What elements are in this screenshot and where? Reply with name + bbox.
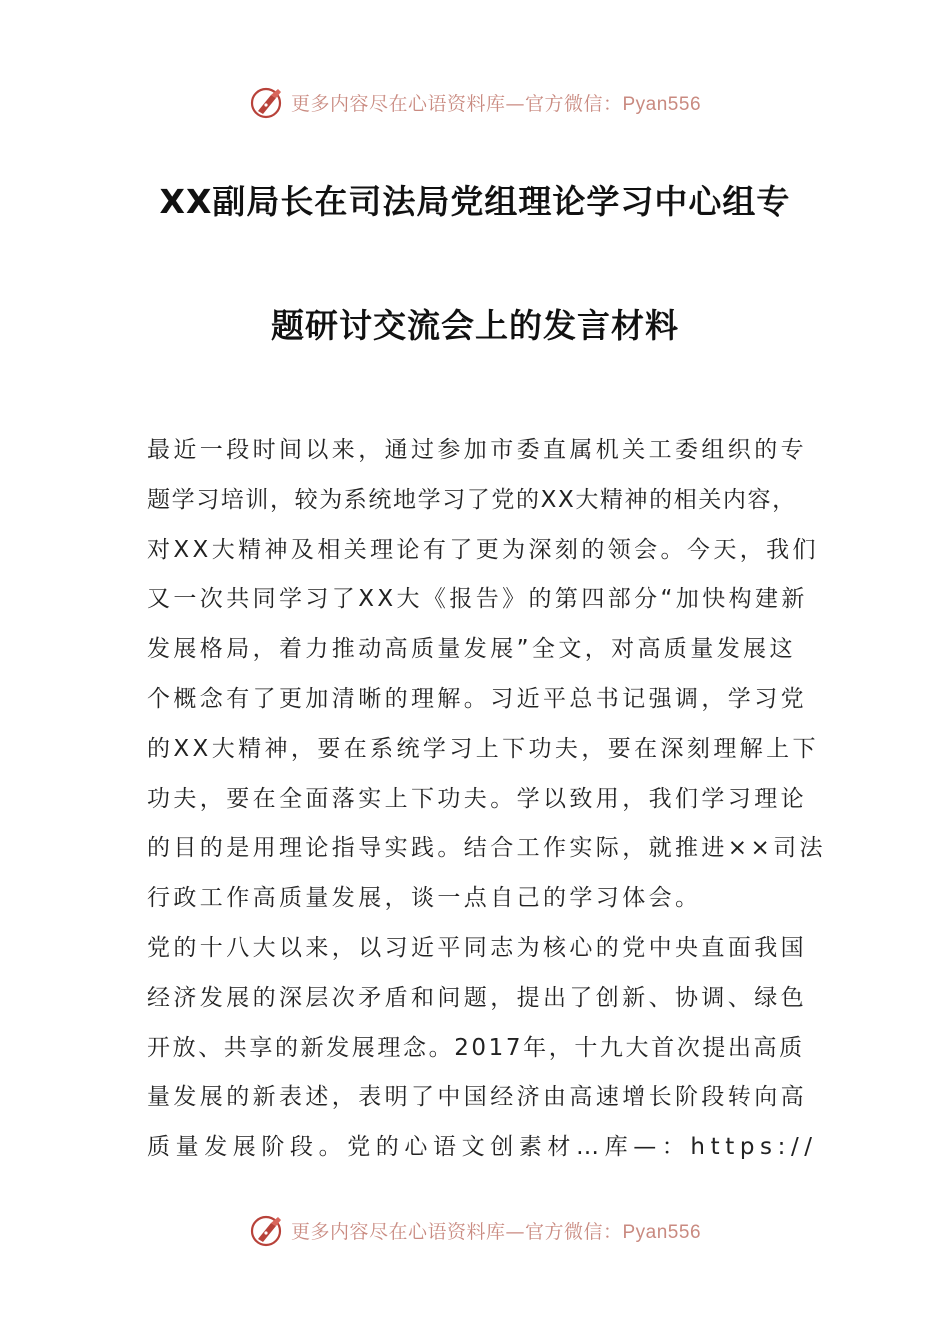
body-line: 经济发展的深层次矛盾和问题，提出了创新、协调、绿色 — [147, 984, 807, 1011]
header-banner — [0, 82, 950, 122]
body-line: 的XX大精神，要在系统学习上下功夫，要在深刻理解上下 — [147, 735, 819, 762]
body-line: 党的十八大以来，以习近平同志为核心的党中央直面我国 — [147, 934, 807, 961]
footer-banner-text — [291, 1217, 701, 1244]
body-line: 又一次共同学习了XX大《报告》的第四部分“加快构建新 — [147, 586, 808, 613]
body-line: 对XX大精神及相关理论有了更为深刻的领会。今天，我们 — [147, 536, 819, 563]
header-wechat-id: Pyan556 — [622, 93, 702, 115]
document-title-line-2: 题研讨交流会上的发言材料 — [271, 306, 679, 345]
body-line: 开放、共享的新发展理念。2017年，十九大首次提出高质 — [147, 1034, 805, 1061]
document-body — [147, 430, 826, 1177]
header-banner-text — [291, 89, 701, 116]
document-title-line-1: XX副局长在司法局党组理论学习中心组专 — [159, 182, 791, 221]
footer-wechat-id: Pyan556 — [622, 1221, 702, 1243]
header-banner-label: 更多内容尽在心语资料库—官方微信： — [290, 92, 623, 115]
body-line: 的目的是用理论指导实践。结合工作实际，就推进××司法 — [147, 835, 826, 862]
body-line: 最近一段时间以来，通过参加市委直属机关工委组织的专 — [147, 437, 807, 463]
footer-banner — [0, 1210, 950, 1250]
body-line: 量发展的新表述，表明了中国经济由高速增长阶段转向高 — [147, 1084, 807, 1111]
pen-nib-logo-icon — [249, 1212, 285, 1248]
body-line: 个概念有了更加清晰的理解。习近平总书记强调，学习党 — [147, 685, 807, 712]
pen-nib-logo-icon — [249, 84, 285, 120]
body-line: 质量发展阶段。党的心语文创素材…库—：https:// — [147, 1134, 818, 1161]
body-line: 功夫，要在全面落实上下功夫。学以致用，我们学习理论 — [147, 785, 807, 812]
body-line: 行政工作高质量发展，谈一点自己的学习体会。 — [147, 885, 702, 912]
body-line: 题学习培训，较为系统地学习了党的XX大精神的相关内容， — [147, 486, 797, 513]
body-line: 发展格局，着力推动高质量发展”全文，对高质量发展这 — [147, 636, 796, 663]
footer-banner-label: 更多内容尽在心语资料库—官方微信： — [290, 1220, 623, 1243]
